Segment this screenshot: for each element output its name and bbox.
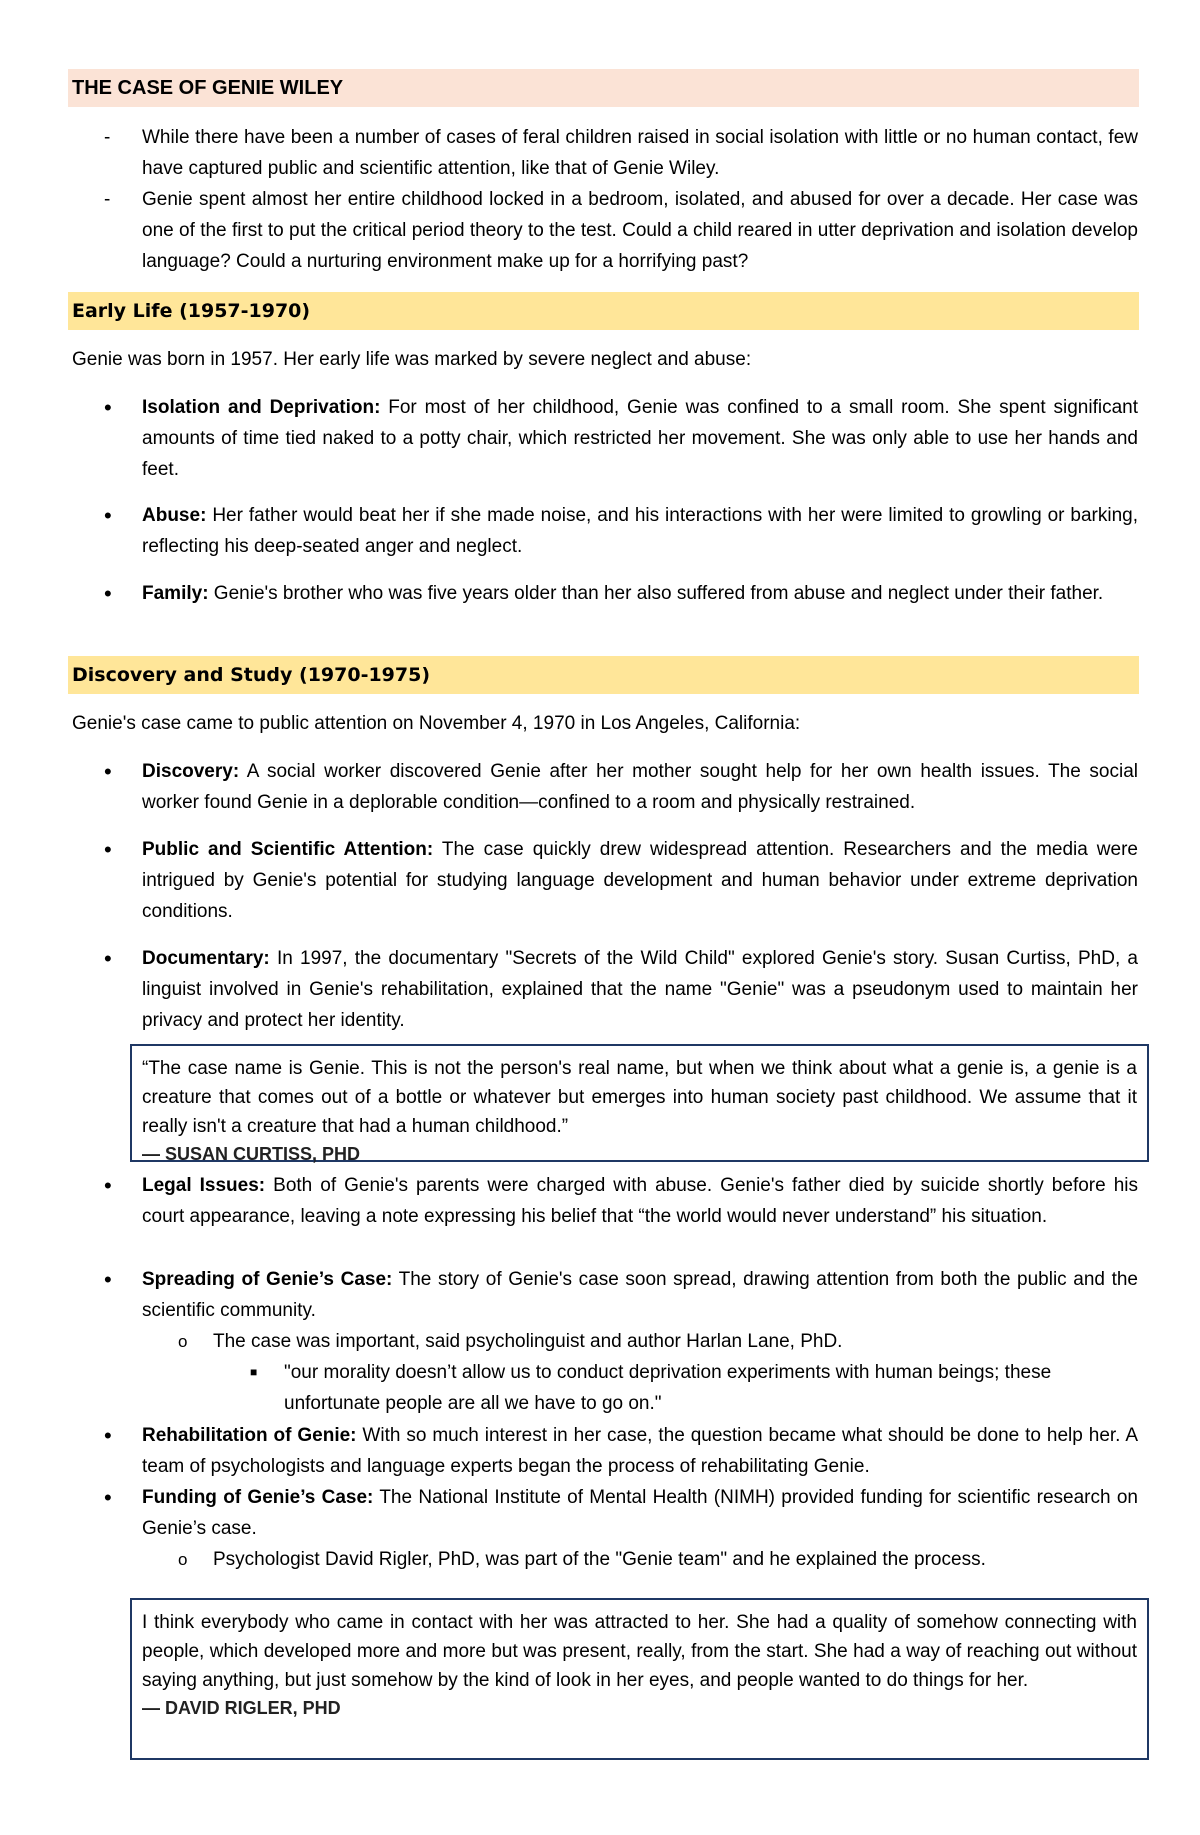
bullet-dot: • <box>104 581 112 606</box>
section-heading-early-life: Early Life (1957-1970) <box>68 292 1139 330</box>
bullet-dot: • <box>104 395 112 420</box>
list-item: Funding of Genie’s Case: The National Institute of Mental Health (NIMH) provided funding for scientific research on Genie’s case. <box>142 1487 1138 1539</box>
quote-box-curtiss <box>130 1044 1149 1162</box>
quote-box-rigler <box>130 1598 1149 1760</box>
list-item: Spreading of Genie’s Case: The story of Genie's case soon spread, drawing attention from both the public and the scientific community. <box>142 1269 1138 1321</box>
bullet-circle: o <box>178 1550 188 1569</box>
list-item: Documentary: In 1997, the documentary "Secrets of the Wild Child" explored Genie's story. Susan Curtiss, PhD, a linguist involved in Genie's rehabilitation, explained that the name "Genie" was a pseudonym used to maintain her privacy and protect her identity. <box>142 948 1138 1031</box>
page-title: THE CASE OF GENIE WILEY <box>68 69 1139 107</box>
bullet-dot: • <box>104 1485 112 1510</box>
intro-paragraph-2: Genie spent almost her entire childhood locked in a bedroom, isolated, and abused for over a decade. Her case was one of the first to put the critical period theory to the test. Could a child reared in utter deprivation and isolation develop language? Could a nurturing environment make up for a horrifying past? <box>142 189 1138 272</box>
bullet-dot: • <box>104 759 112 784</box>
intro-paragraph-1: While there have been a number of cases of feral children raised in social isolation with little or no human contact, few have captured public and scientific attention, like that of Genie Wiley. <box>142 127 1138 179</box>
list-item: Discovery: A social worker discovered Genie after her mother sought help for her own health issues. The social worker found Genie in a deplorable condition—confined to a room and physically restrained. <box>142 761 1138 813</box>
bullet-dot: • <box>104 837 112 862</box>
quote-attribution: — DAVID RIGLER, PHD <box>142 1698 341 1718</box>
bullet-dot: • <box>104 1173 112 1198</box>
bullet-dot: • <box>104 1423 112 1448</box>
quote-text: “The case name is Genie. This is not the person's real name, but when we think about what a genie is, a genie is a creature that comes out of a bottle or whatever but emerges into human society past childhood. We assume that it really isn't a creature that had a human childhood.” <box>142 1058 1137 1137</box>
section-heading-discovery: Discovery and Study (1970-1975) <box>68 656 1139 694</box>
list-item: Abuse: Her father would beat her if she made noise, and his interactions with her were limited to growling or barking, reflecting his deep-seated anger and neglect. <box>142 505 1138 557</box>
sub-item-rigler: Psychologist David Rigler, PhD, was part of the "Genie team" and he explained the process. <box>213 1549 986 1570</box>
discovery-lead: Genie's case came to public attention on November 4, 1970 in Los Angeles, California: <box>72 713 801 734</box>
bullet-square: ■ <box>250 1365 258 1379</box>
bullet-circle: o <box>178 1332 188 1351</box>
bullet-dot: • <box>104 946 112 971</box>
list-item: Family: Genie's brother who was five years older than her also suffered from abuse and neglect under their father. <box>142 583 1104 604</box>
list-item: Public and Scientific Attention: The case quickly drew widespread attention. Researchers and the media were intrigued by Genie's potential for studying language development and human behavior under extreme deprivation conditions. <box>142 839 1138 922</box>
dash-bullet: - <box>104 127 111 148</box>
list-item: Rehabilitation of Genie: With so much interest in her case, the question became what should be done to help her. A team of psychologists and language experts began the process of rehabilitating Genie. <box>142 1425 1138 1477</box>
early-life-lead: Genie was born in 1957. Her early life was marked by severe neglect and abuse: <box>72 349 752 370</box>
quote-attribution: — SUSAN CURTISS, PHD <box>142 1144 361 1164</box>
bullet-dot: • <box>104 503 112 528</box>
sub-item-lane: The case was important, said psycholinguist and author Harlan Lane, PhD. <box>213 1331 843 1352</box>
sub-item-lane-quote: "our morality doesn’t allow us to conduct deprivation experiments with human beings; these unfortunate people are all we have to go on." <box>284 1362 1052 1414</box>
list-item: Legal Issues: Both of Genie's parents were charged with abuse. Genie's father died by suicide shortly before his court appearance, leaving a note expressing his belief that “the world would never understand” his situation. <box>142 1175 1138 1227</box>
quote-text: I think everybody who came in contact with her was attracted to her. She had a quality of somehow connecting with people, which developed more and more but was present, really, from the start. She had a way of reaching out without saying anything, but just somehow by the kind of look in her eyes, and people wanted to do things for her. <box>142 1612 1137 1691</box>
dash-bullet: - <box>104 189 111 210</box>
list-item: Isolation and Deprivation: For most of her childhood, Genie was confined to a small room. She spent significant amounts of time tied naked to a potty chair, which restricted her movement. She was only able to use her hands and feet. <box>142 397 1138 480</box>
bullet-dot: • <box>104 1267 112 1292</box>
